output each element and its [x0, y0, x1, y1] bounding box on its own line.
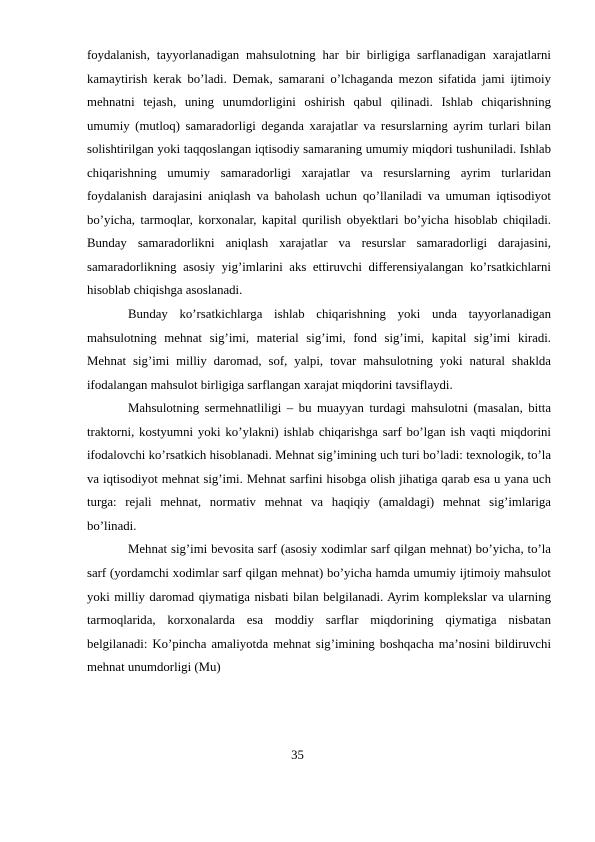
- paragraph-4: Mehnat sig’imi bevosita sarf (asosiy xodimlar sarf qilgan mehnat) bo’yicha, to’la sarf (yordamchi xodimlar sarf qilgan mehnat) bo’yicha hamda umumiy ijtimoiy mahsulot yoki milliy daromad qiymatiga nisbati bilan belgilanadi. Ayrim komplekslar va ularning tarmoqlarida, korxonalarda esa moddiy sarflar miqdorining qiymatiga nisbatan belgilanadi: Ko’pincha amaliyotda mehnat sig’imining boshqacha ma’nosini bildiruvchi mehnat unumdorligi (Mu): [87, 542, 551, 675]
- paragraph-3: Mahsulotning sermehnatliligi – bu muayyan turdagi mahsulotni (masalan, bitta traktorni, kostyumni yoki ko’ylakni) ishlab chiqarishga sarf bo’lgan ish vaqti miqdorini ifodalovchi ko’rsatkich hisoblanadi. Mehnat sig’imining uch turi bo’ladi: texnologik, to’la va iqtisodiyot mehnat sig’imi. Mehnat sarfini hisobga olish jihatiga qarab esa u yana uch turga: rejali mehnat, normativ mehnat va haqiqiy (amaldagi) mehnat sig’imlariga bo’linadi.: [87, 401, 551, 533]
- paragraph-1: foydalanish, tayyorlanadigan mahsulotning har bir birligiga sarflanadigan xarajatlarni kamaytirish kerak bo’ladi. Demak, samarani o’lchaganda mezon sifatida jami ijtimoiy mehnatni tejash, uning unumdorligini oshirish qabul qilinadi. Ishlab chiqarishning umumiy (mutloq) samaradorligi deganda xarajatlar va resurslarning ayrim turlari bilan solishtirilgan yoki taqqoslangan iqtisodiy samaraning umumiy miqdori tushuniladi. Ishlab chiqarishning umumiy samaradorligi xarajatlar va resurslarning ayrim turlaridan foydalanish darajasini aniqlash va baholash uchun qo’llaniladi va umuman iqtisodiyot bo’yicha, tarmoqlar, korxonalar, kapital qurilish obyektlari bo’yicha hisoblab chiqiladi. Bunday samaradorlikni aniqlash xarajatlar va resurslar samaradorligi darajasini, samaradorlikning asosiy yig’imlarini aks ettiruvchi differensiyalangan ko’rsatkichlarni hisoblab chiqishga asoslanadi.: [87, 48, 551, 298]
- page-number: 35: [291, 748, 304, 762]
- body-text: [87, 44, 551, 680]
- paragraph-2: Bunday ko’rsatkichlarga ishlab chiqarishning yoki unda tayyorlanadigan mahsulotning mehnat sig’imi, material sig’imi, fond sig’imi, kapital sig’imi kiradi. Mehnat sig’imi milliy daromad, sof, yalpi, tovar mahsulotning yoki natural shaklda ifodalangan mahsulot birligiga sarflangan xarajat miqdorini tavsiflaydi.: [87, 307, 551, 392]
